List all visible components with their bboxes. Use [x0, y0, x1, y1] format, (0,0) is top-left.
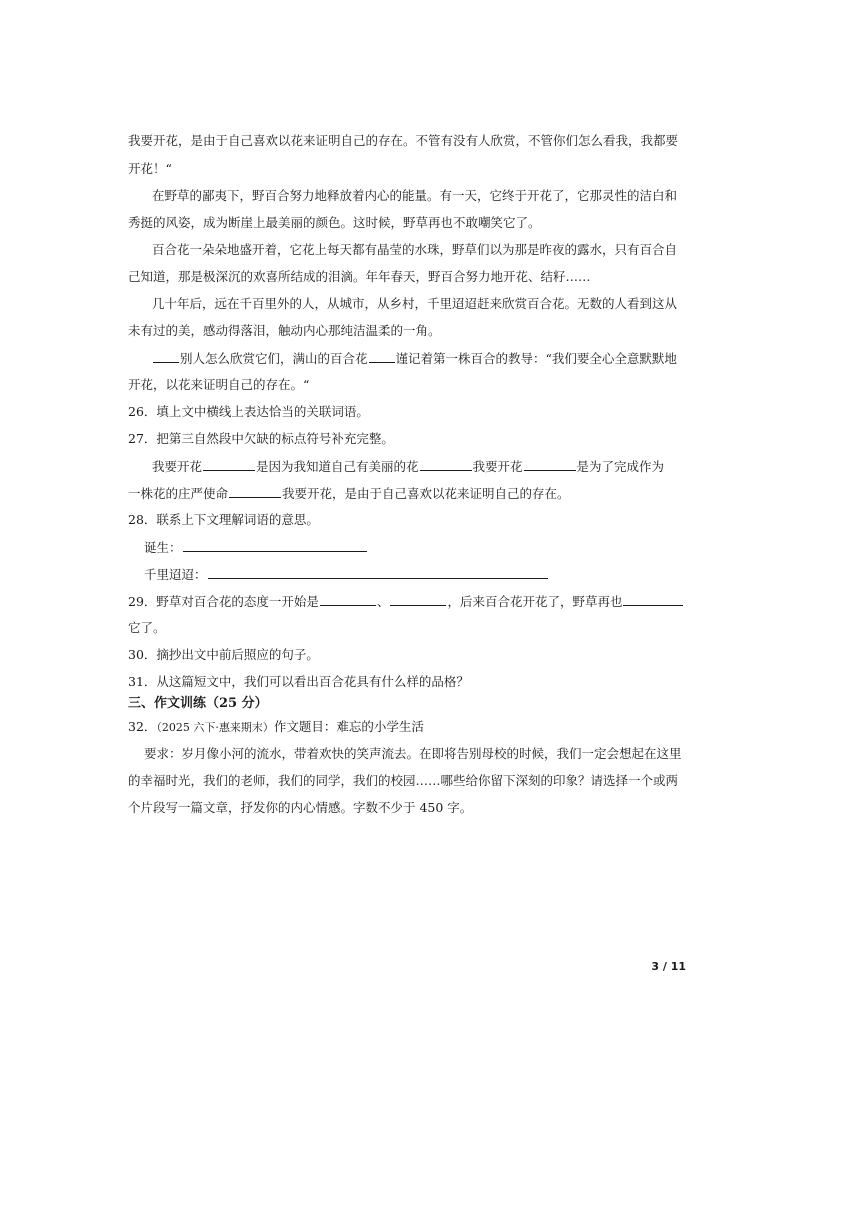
passage-line: 未有过的美，感动得落泪，触动内心那纯洁温柔的一角。 — [128, 323, 441, 338]
q32-source: （2025 六下·惠来期末） — [156, 721, 274, 734]
q32-number: 32． — [128, 719, 157, 734]
fill-blank[interactable] — [524, 457, 576, 471]
q28-label: 千里迢迢： — [144, 567, 207, 582]
question-30: 30．摘抄出文中前后照应的句子。 — [128, 647, 319, 662]
requirement-line: 个片段写一篇文章，抒发你的内心情感。字数不少于 450 字。 — [128, 800, 473, 815]
question-29 — [128, 592, 688, 611]
question-29-cont: 它了。 — [128, 620, 166, 635]
passage-line: 几十年后，远在千百里外的人，从城市，从乡村，千里迢迢赶来欣赏百合花。无数的人看到这从 — [152, 296, 678, 311]
section-title: 三、作文训练（25 分） — [128, 696, 268, 711]
requirement-line: 要求：岁月像小河的流水，带着欢快的笑声流去。在即将告别母校的时候，我们一定会想起在这里 — [144, 746, 682, 761]
q27-text: 我要开花，是由于自己喜欢以花来证明自己的存在。 — [282, 486, 570, 501]
passage-line: 百合花一朵朵地盛开着，它花上每天都有晶莹的水珠，野草们以为那是昨夜的露水，只有百合自 — [152, 242, 678, 257]
q28-label: 诞生： — [144, 540, 182, 555]
question-32 — [128, 718, 688, 737]
fill-blank[interactable] — [369, 349, 395, 363]
q27-text: 是因为我知道自己有美丽的花 — [256, 459, 419, 474]
fill-blank[interactable] — [623, 592, 683, 606]
q28-item-qianli — [144, 565, 704, 584]
q29-text: 29．野草对百合花的态度一开始是 — [128, 594, 319, 609]
fill-blank[interactable] — [203, 457, 255, 471]
passage-line: 我要开花，是由于自己喜欢以花来证明自己的存在。不管有没有人欣赏，不管你们怎么看我，我都要 — [128, 133, 679, 148]
question-26: 26．填上文中横线上表达恰当的关联词语。 — [128, 404, 369, 419]
question-28: 28．联系上下文理解词语的意思。 — [128, 512, 319, 527]
passage-line: 己知道，那是极深沉的欢喜所结成的泪滴。年年春天，野百合努力地开花、结籽…… — [128, 269, 591, 284]
q28-item-dansheng — [144, 538, 704, 557]
question-31: 31．从这篇短文中，我们可以看出百合花具有什么样的品格？ — [128, 674, 469, 689]
q32-title: 作文题目：难忘的小学生活 — [273, 719, 424, 734]
q27-text: 我要开花 — [472, 459, 523, 474]
answer-line[interactable] — [208, 565, 548, 579]
page-number: 3 / 11 — [651, 960, 686, 973]
fill-blank[interactable] — [153, 349, 179, 363]
fill-blank[interactable] — [320, 592, 376, 606]
fill-blank[interactable] — [420, 457, 472, 471]
q29-text: ，后来百合花开花了，野草再也 — [447, 594, 623, 609]
fill-blank[interactable] — [229, 484, 281, 498]
fill-blank[interactable] — [390, 592, 446, 606]
passage-line — [152, 349, 688, 368]
passage-line: 开花！“ — [128, 161, 172, 176]
passage-line: 秀挺的风姿，成为断崖上最美丽的颜色。这时候，野草再也不敢嘲笑它了。 — [128, 215, 541, 230]
passage-line: 在野草的鄙夷下，野百合努力地释放着内心的能量。有一天，它终于开花了，它那灵性的洁白和 — [152, 188, 678, 203]
q27-fill-line — [128, 484, 688, 503]
requirement-line: 的幸福时光，我们的老师，我们的同学，我们的校园……哪些给你留下深刻的印象？请选择一个或两 — [128, 773, 679, 788]
q27-text: 是为了完成作为 — [576, 459, 665, 474]
q27-text: 我要开花 — [152, 459, 203, 474]
q27-text: 一株花的庄严使命 — [128, 486, 229, 501]
passage-text: 谨记着第一株百合的教导：“我们要全心全意默默地 — [395, 351, 677, 366]
question-27: 27．把第三自然段中欠缺的标点符号补充完整。 — [128, 431, 394, 446]
q29-text: 、 — [376, 594, 390, 609]
passage-line: 开花，以花来证明自己的存在。“ — [128, 377, 310, 392]
answer-line[interactable] — [183, 538, 367, 552]
passage-text: 别人怎么欣赏它们，满山的百合花 — [180, 351, 368, 366]
q27-fill-line — [152, 457, 688, 476]
